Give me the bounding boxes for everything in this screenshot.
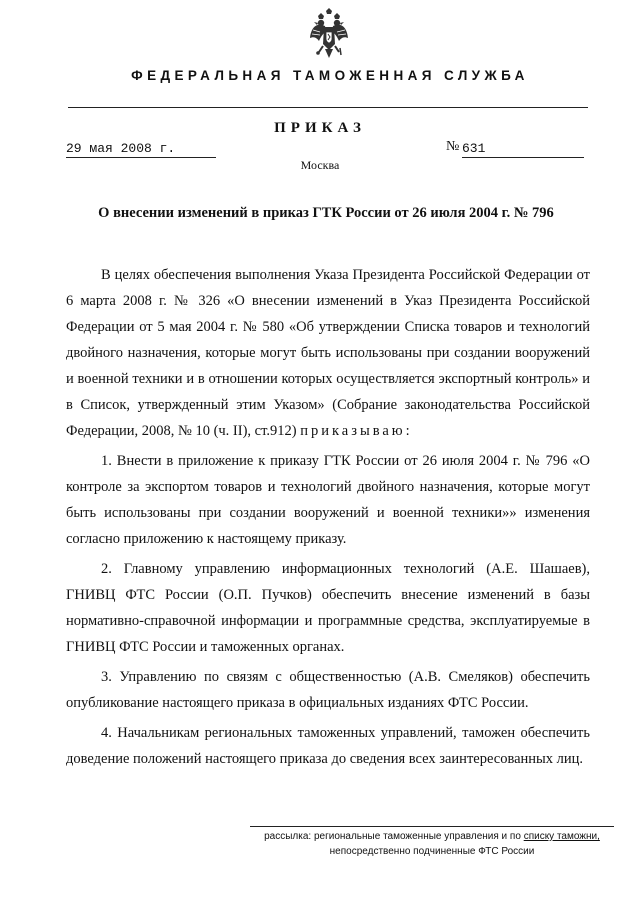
preamble-paragraph	[66, 262, 590, 444]
distribution-list	[250, 829, 614, 859]
order-item-1: 1. Внести в приложение к приказу ГТК России от 26 июля 2004 г. № 796 «О контроле за экспортом товаров и технологий двойного назначения, которые могут быть использованы при создании вооружений и военной техники»» изменения согласно приложению к настоящему приказу.	[66, 453, 590, 547]
russian-double-headed-eagle-icon	[308, 8, 350, 60]
distribution-underlined: списку таможни,	[523, 831, 600, 842]
header-rule	[68, 107, 588, 108]
distribution-prefix: рассылка: региональные таможенные управления и по	[264, 831, 524, 842]
document-date: 29 мая 2008 г.	[66, 141, 216, 158]
document-title: О внесении изменений в приказ ГТК России от 26 июля 2004 г. № 796	[98, 205, 554, 221]
order-word: приказываю:	[300, 423, 413, 439]
document-city: Москва	[300, 158, 340, 172]
order-item-3: 3. Управлению по связям с общественностью (А.В. Смеляков) обеспечить опубликование настоящего приказа в официальных изданиях ФТС России.	[66, 669, 590, 711]
preamble-text: В целях обеспечения выполнения Указа Президента Российской Федерации от 6 марта 2008 г. № 326 «О внесении изменений в Указ Президента Российской Федерации от 5 мая 2004 г. № 580 «Об утверждении Списка товаров и технологий двойного назначения, которые могут быть использованы при создании вооружений и военной техники и в отношении которых осуществляется экспортный контроль» и в Список, утвержденный этим Указом» (Собрание законодательства Российской Федерации, 2008, № 10 (ч. II), ст.912)	[66, 267, 590, 439]
distribution-line-2: непосредственно подчиненные ФТС России	[329, 846, 535, 857]
agency-name: ФЕДЕРАЛЬНАЯ ТАМОЖЕННАЯ СЛУЖБА	[131, 68, 529, 83]
distribution-line-1	[250, 829, 614, 844]
order-item-4: 4. Начальникам региональных таможенных управлений, таможен обеспечить доведение положений настоящего приказа до сведения всех заинтересованных лиц.	[66, 725, 590, 767]
distribution-rule	[250, 826, 614, 827]
document-type: ПРИКАЗ	[274, 120, 366, 136]
number-label: №	[446, 139, 460, 154]
document-number: 631	[462, 141, 584, 158]
order-item-2: 2. Главному управлению информационных технологий (А.Е. Шашаев), ГНИВЦ ФТС России (О.П. Пучков) обеспечить внесение изменений в базы нормативно-справочной информации и программные средства, эксплуатируемые в ГНИВЦ ФТС России и таможенных органах.	[66, 561, 590, 655]
document-body	[66, 262, 590, 772]
